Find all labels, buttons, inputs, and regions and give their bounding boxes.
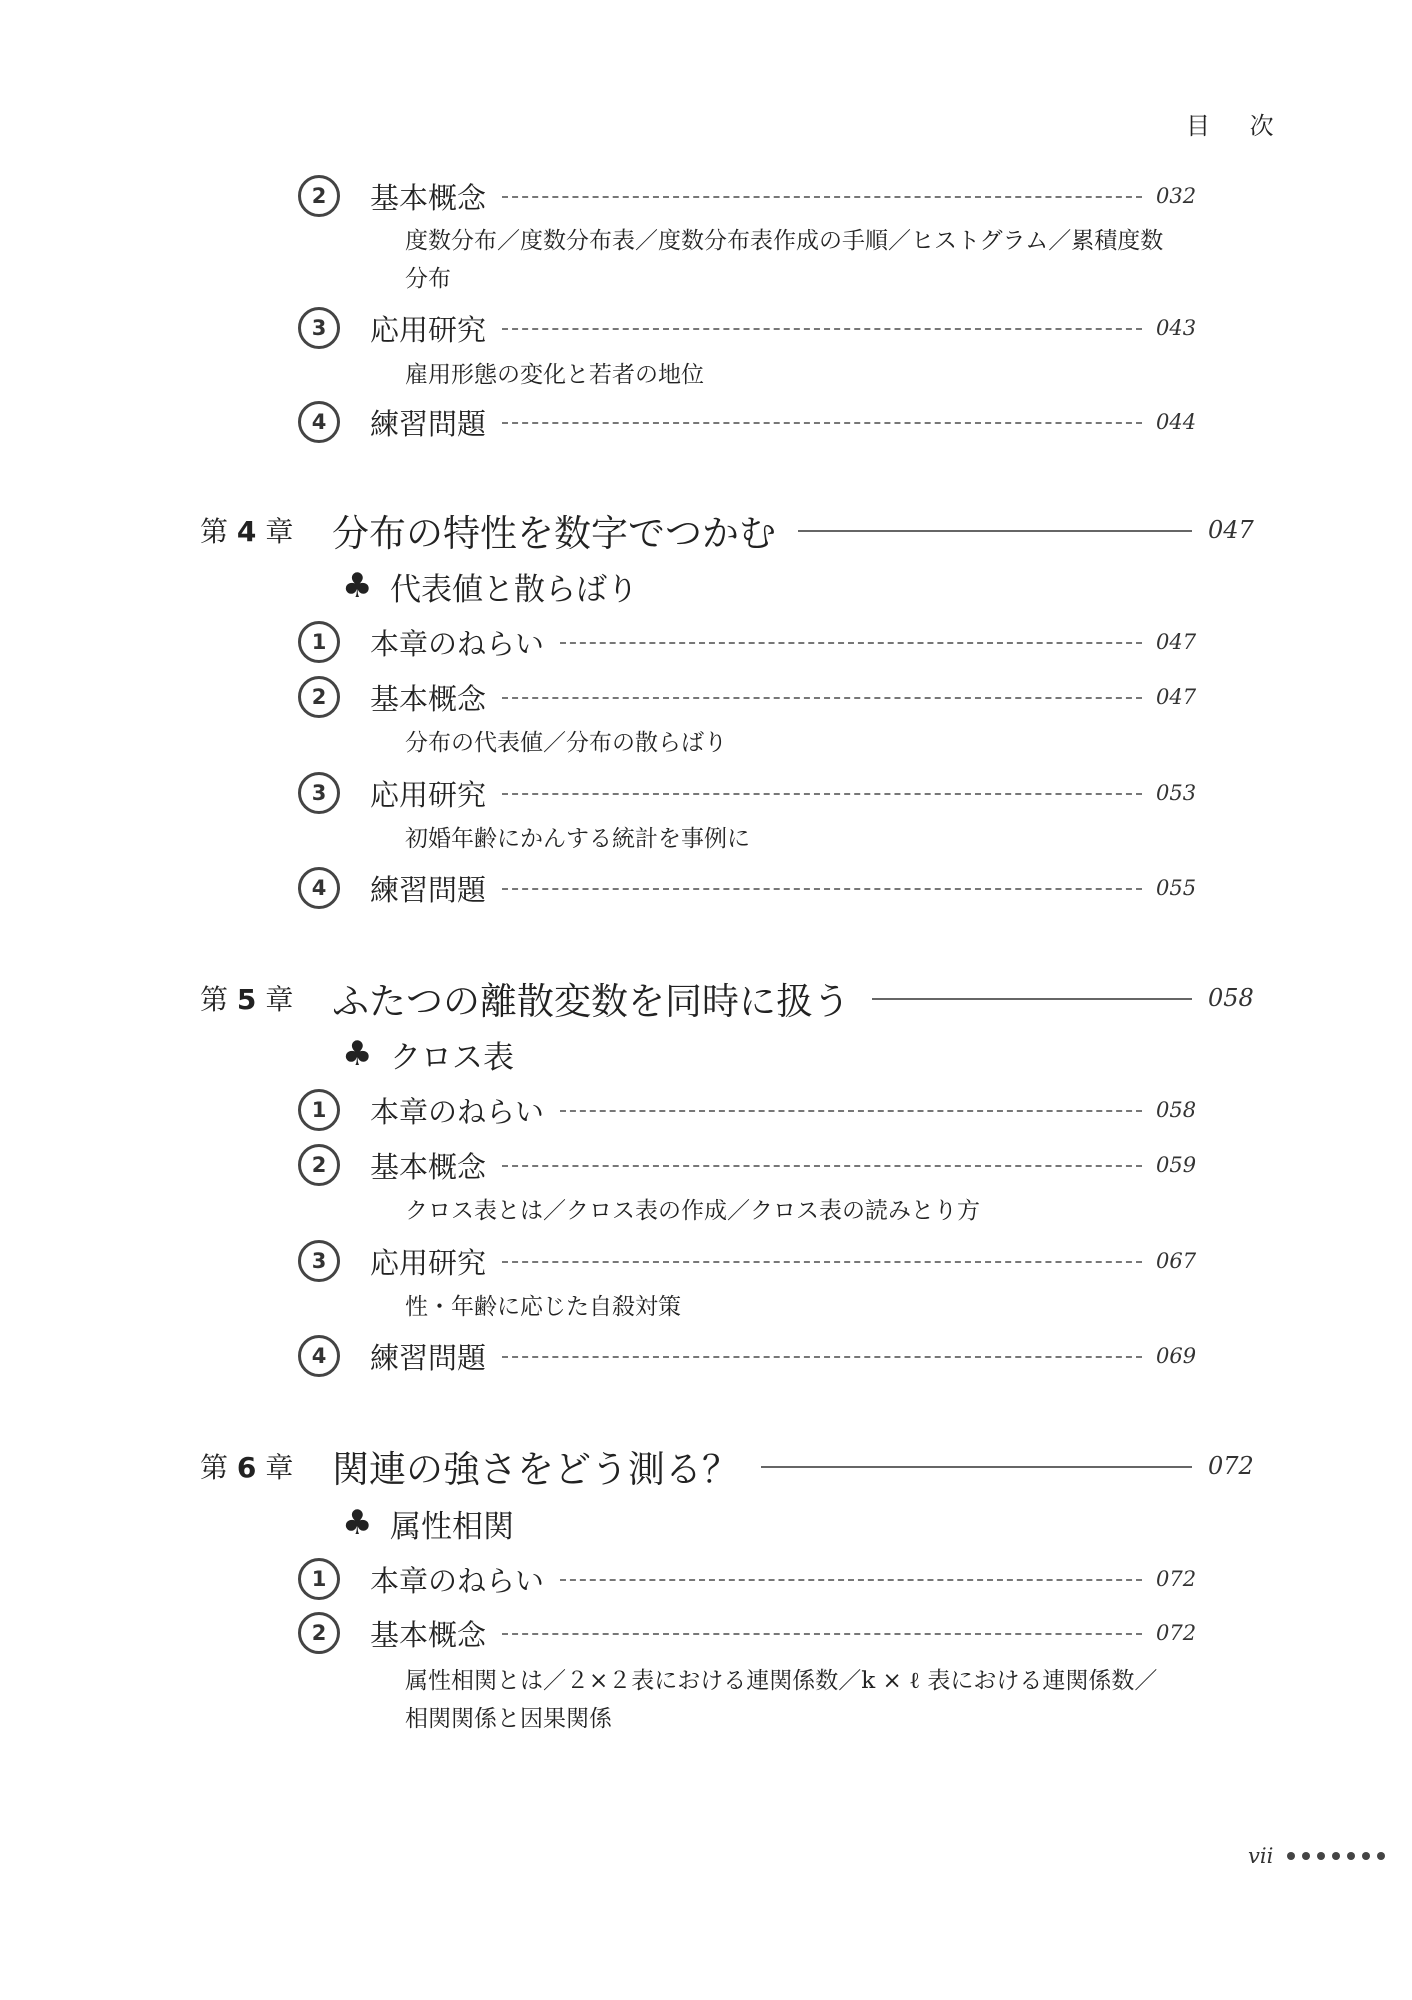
chapter-heading[interactable] <box>200 1438 1254 1494</box>
club-suit-icon: ♣ <box>342 1503 373 1543</box>
leader-dots <box>502 1633 1142 1635</box>
decorative-dots <box>1287 1852 1385 1860</box>
leader-dots <box>560 1579 1142 1581</box>
item-number-badge: 2 <box>298 1612 340 1654</box>
item-page-number: 047 <box>1156 685 1197 709</box>
section-heading[interactable] <box>342 1497 514 1549</box>
leader-rule <box>798 530 1192 532</box>
leader-dots <box>502 697 1142 699</box>
item-description: 度数分布／度数分布表／度数分布表作成の手順／ヒストグラム／累積度数分布 <box>405 228 1164 292</box>
running-head: 目 次 <box>1186 112 1290 140</box>
leader-dots <box>502 1165 1142 1167</box>
section-heading[interactable] <box>342 560 638 612</box>
item-title: 応用研究 <box>370 1245 487 1280</box>
chapter-page-number: 072 <box>1208 1452 1254 1480</box>
chapter-page-number: 058 <box>1208 984 1254 1012</box>
section-title: 代表値と散らばり <box>390 571 638 608</box>
item-page-number: 053 <box>1156 781 1197 805</box>
item-number-badge: 2 <box>298 1144 340 1186</box>
item-title: 基本概念 <box>370 1617 487 1652</box>
item-page-number: 072 <box>1156 1567 1197 1591</box>
leader-dots <box>502 888 1142 890</box>
chapter-heading[interactable] <box>200 970 1254 1026</box>
item-number-badge: 3 <box>298 307 340 349</box>
item-description: クロス表とは／クロス表の作成／クロス表の読みとり方 <box>405 1198 980 1224</box>
chapter-label: 第 5 章 <box>200 983 294 1016</box>
item-description: 分布の代表値／分布の散らばり <box>405 730 727 756</box>
item-page-number: 069 <box>1156 1344 1197 1368</box>
chapter-title: 関連の強さをどう測る？ <box>332 1448 739 1491</box>
chapter-title: 分布の特性を数字でつかむ <box>332 512 776 555</box>
chapter-heading[interactable] <box>200 502 1254 558</box>
section-title: 属性相関 <box>390 1508 514 1545</box>
item-number-badge: 3 <box>298 772 340 814</box>
item-description: 雇用形態の変化と若者の地位 <box>405 362 704 388</box>
item-title: 基本概念 <box>370 180 487 215</box>
chapter-label: 第 6 章 <box>200 1451 294 1484</box>
item-number-badge: 2 <box>298 676 340 718</box>
item-title: 練習問題 <box>370 406 487 441</box>
item-number-badge: 3 <box>298 1240 340 1282</box>
item-description: 性・年齢に応じた自殺対策 <box>405 1294 681 1320</box>
leader-dots <box>502 196 1142 198</box>
item-page-number: 044 <box>1156 410 1197 434</box>
leader-dots <box>502 1356 1142 1358</box>
toc-item[interactable] <box>298 400 1197 444</box>
section-heading[interactable] <box>342 1028 514 1080</box>
item-description: 初婚年齢にかんする統計を事例に <box>405 826 750 852</box>
toc-item[interactable] <box>298 771 1197 815</box>
leader-dots <box>502 1261 1142 1263</box>
item-number-badge: 1 <box>298 621 340 663</box>
toc-item[interactable] <box>298 1611 1197 1655</box>
item-page-number: 047 <box>1156 630 1197 654</box>
item-title: 応用研究 <box>370 777 487 812</box>
item-number-badge: 1 <box>298 1089 340 1131</box>
item-number-badge: 4 <box>298 867 340 909</box>
item-page-number: 055 <box>1156 876 1197 900</box>
item-number-badge: 4 <box>298 1335 340 1377</box>
toc-item[interactable] <box>298 174 1197 218</box>
leader-dots <box>560 1110 1142 1112</box>
club-suit-icon: ♣ <box>342 566 373 606</box>
item-number-badge: 4 <box>298 401 340 443</box>
club-suit-icon: ♣ <box>342 1034 373 1074</box>
item-page-number: 059 <box>1156 1153 1197 1177</box>
toc-item[interactable] <box>298 1088 1197 1132</box>
chapter-page-number: 047 <box>1208 516 1254 544</box>
toc-item[interactable] <box>298 675 1197 719</box>
toc-item[interactable] <box>298 620 1197 664</box>
item-page-number: 058 <box>1156 1098 1197 1122</box>
item-title: 本章のねらい <box>370 1094 545 1129</box>
chapter-label: 第 4 章 <box>200 515 294 548</box>
item-number-badge: 1 <box>298 1558 340 1600</box>
item-number-badge: 2 <box>298 175 340 217</box>
page-footer <box>1248 1844 1385 1868</box>
toc-item[interactable] <box>298 866 1197 910</box>
item-title: 基本概念 <box>370 681 487 716</box>
toc-item[interactable] <box>298 1239 1197 1283</box>
leader-dots <box>502 328 1142 330</box>
item-title: 応用研究 <box>370 312 487 347</box>
toc-item[interactable] <box>298 1143 1197 1187</box>
item-page-number: 067 <box>1156 1249 1197 1273</box>
item-page-number: 072 <box>1156 1621 1197 1645</box>
folio-page-number: vii <box>1248 1844 1274 1868</box>
item-title: 本章のねらい <box>370 1563 545 1598</box>
section-title: クロス表 <box>390 1039 514 1076</box>
chapter-title: ふたつの離散変数を同時に扱う <box>332 980 850 1023</box>
leader-dots <box>502 793 1142 795</box>
leader-rule <box>872 998 1192 1000</box>
item-title: 基本概念 <box>370 1149 487 1184</box>
leader-dots <box>502 422 1142 424</box>
item-description: 属性相関とは／２×２表における連関係数／k × ℓ 表における連関係数／相関関係と因果関係 <box>405 1668 1158 1732</box>
item-page-number: 032 <box>1156 184 1197 208</box>
item-title: 練習問題 <box>370 1340 487 1375</box>
item-title: 練習問題 <box>370 872 487 907</box>
leader-rule <box>761 1466 1192 1468</box>
leader-dots <box>560 642 1142 644</box>
item-title: 本章のねらい <box>370 626 545 661</box>
toc-item[interactable] <box>298 1557 1197 1601</box>
item-page-number: 043 <box>1156 316 1197 340</box>
toc-item[interactable] <box>298 1334 1197 1378</box>
toc-item[interactable] <box>298 306 1197 350</box>
